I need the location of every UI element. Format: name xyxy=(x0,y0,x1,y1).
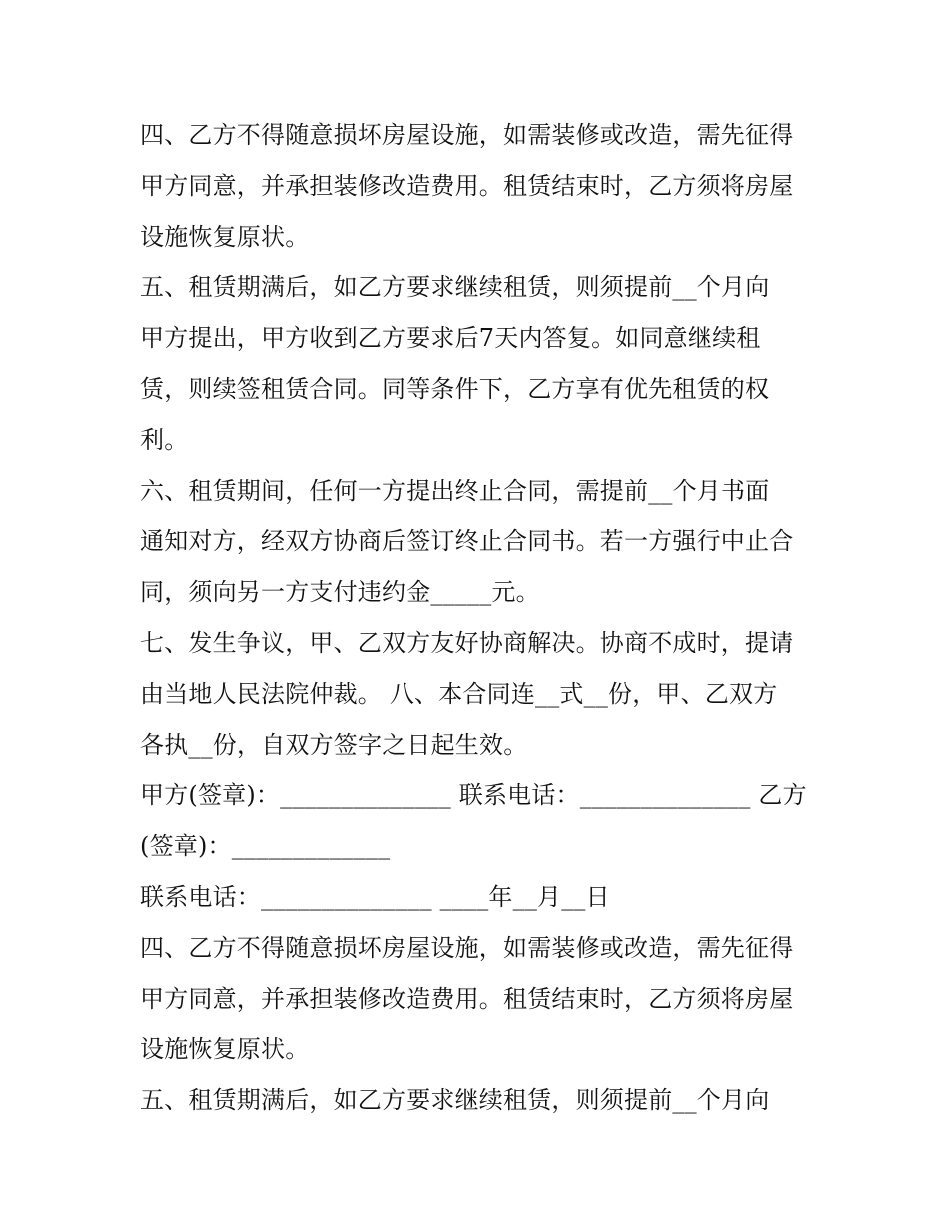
signature-line: 甲方(签章)：______________ 联系电话：______________ 乙方 xyxy=(140,781,807,810)
text-line: 同，须向另一方支付违约金_____元。 xyxy=(140,578,540,607)
text-line: 四、乙方不得随意损坏房屋设施，如需装修或改造，需先征得 xyxy=(140,121,794,149)
date-line: 联系电话：______________ ____年__月__日 xyxy=(140,882,610,911)
text-line: 赁，则续签租赁合同。同等条件下，乙方享有优先租赁的权 xyxy=(140,374,770,403)
text-line: 五、租赁期满后，如乙方要求继续租赁，则须提前__个月向 xyxy=(140,273,770,302)
text-line: 五、租赁期满后，如乙方要求继续租赁，则须提前__个月向 xyxy=(140,1086,770,1115)
text-line: 设施恢复原状。 xyxy=(140,222,310,251)
text-line: 七、发生争议，甲、乙双方友好协商解决。协商不成时，提请 xyxy=(140,628,794,657)
signature-line: (签章)：_____________ xyxy=(140,832,391,861)
text-line: 由当地人民法院仲裁。 八、本合同连__式__份，甲、乙双方 xyxy=(140,679,778,708)
text-line: 设施恢复原状。 xyxy=(140,1035,310,1064)
text-line: 甲方同意，并承担装修改造费用。租赁结束时，乙方须将房屋 xyxy=(140,984,794,1013)
text-line: 四、乙方不得随意损坏房屋设施，如需装修或改造，需先征得 xyxy=(140,933,794,962)
text-line: 甲方同意，并承担装修改造费用。租赁结束时，乙方须将房屋 xyxy=(140,171,794,200)
text-line: 通知对方，经双方协商后签订终止合同书。若一方强行中止合 xyxy=(140,527,794,556)
text-line: 甲方提出，甲方收到乙方要求后7天内答复。如同意继续租 xyxy=(140,324,761,353)
contract-text xyxy=(140,110,830,1126)
text-line: 各执__份，自双方签字之日起生效。 xyxy=(140,730,528,759)
text-line: 六、租赁期间，任何一方提出终止合同，需提前__个月书面 xyxy=(140,476,770,505)
text-line: 利。 xyxy=(140,425,189,454)
